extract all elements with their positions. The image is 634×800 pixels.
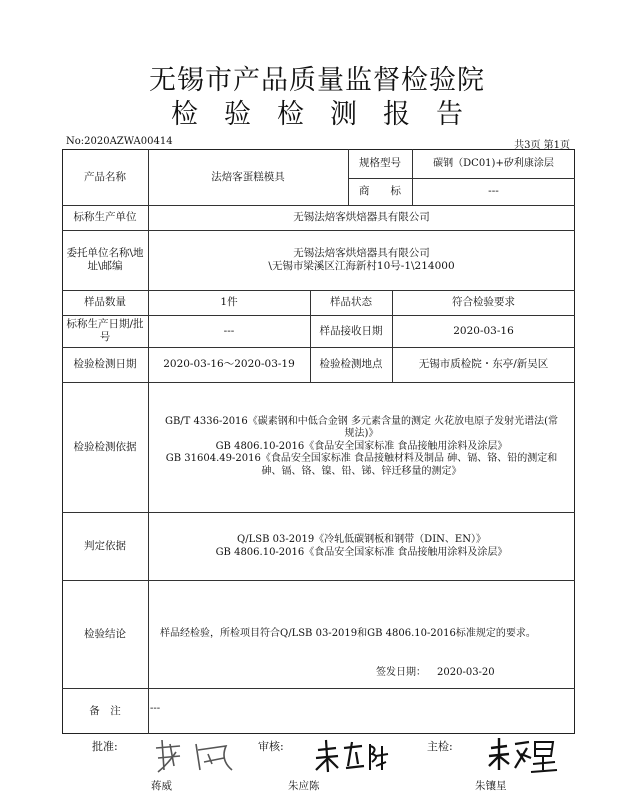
report-number: No:2020AZWA00414 bbox=[66, 136, 173, 147]
client-address: \无锡市梁溪区江海新村10号-1\214000 bbox=[268, 260, 455, 272]
approver-signature-icon bbox=[150, 736, 240, 776]
test-place-label: 检验检测地点 bbox=[319, 358, 383, 370]
judgement-label: 判定依据 bbox=[84, 539, 126, 552]
product-name-value: 法焙客蛋糕模具 bbox=[211, 170, 285, 183]
sample-state-value: 符合检验要求 bbox=[452, 296, 515, 308]
judgement-item: GB 4806.10-2016《食品安全国家标准 食品接触用涂料及涂层》 bbox=[215, 547, 508, 558]
issue-date-value: 2020-03-20 bbox=[437, 666, 495, 678]
reviewer-signature-icon bbox=[312, 736, 392, 776]
basis-list bbox=[148, 382, 575, 512]
receive-date-label: 样品接收日期 bbox=[319, 324, 383, 337]
reviewer-name: 朱应陈 bbox=[288, 780, 320, 792]
judgement-item: Q/LSB 03-2019《冷轧低碳钢板和钢带（DIN、EN）》 bbox=[237, 534, 486, 545]
client-label: 委托单位名称\地址\邮编 bbox=[66, 247, 144, 272]
spec-label: 规格型号 bbox=[359, 157, 401, 169]
main-inspector-name: 朱镶星 bbox=[475, 780, 507, 792]
remarks-label: 备 注 bbox=[89, 704, 121, 717]
trademark-value: --- bbox=[488, 185, 499, 197]
main-inspector-label: 主检: bbox=[427, 740, 453, 753]
basis-item: GB/T 4336-2016《碳素钢和中低合金钢 多元素含量的测定 火花放电原子发射光谱法(常规法)》 bbox=[164, 415, 559, 440]
test-date-value: 2020-03-16～2020-03-19 bbox=[163, 358, 295, 370]
report-institute-title: 无锡市产品质量监督检验院 bbox=[149, 65, 485, 96]
conclusion-text: 样品经检验，所检项目符合Q/LSB 03-2019和GB 4806.10-2016标准规定的要求。 bbox=[160, 627, 536, 639]
basis-item: GB 31604.49-2016《食品安全国家标准 食品接触材料及制品 砷、镉、铬、铅的测定和砷、镉、铬、镍、铅、锑、锌迁移量的测定》 bbox=[165, 453, 558, 477]
manufacturer-value: 无锡法焙客烘焙器具有限公司 bbox=[293, 211, 430, 223]
report-type-title: 检验检测报告 bbox=[171, 99, 489, 130]
sample-state-label: 样品状态 bbox=[330, 296, 372, 308]
conclusion-label: 检验结论 bbox=[84, 627, 126, 640]
approve-label: 批准: bbox=[92, 740, 118, 753]
manufacturer-label: 标称生产单位 bbox=[73, 211, 137, 223]
issue-date-label: 签发日期： bbox=[376, 666, 426, 678]
spec-value: 碳钢（DC01)+矽利康涂层 bbox=[433, 158, 554, 169]
judgement-list bbox=[148, 512, 575, 580]
approver-name: 蒋威 bbox=[151, 780, 172, 792]
basis-item: GB 4806.10-2016《食品安全国家标准 食品接触用涂料及涂层》 bbox=[215, 440, 508, 452]
remarks-value: --- bbox=[150, 702, 161, 714]
product-name-label: 产品名称 bbox=[84, 170, 126, 183]
prod-date-value: --- bbox=[223, 324, 235, 337]
test-place-value: 无锡市质检院・东亭/新吴区 bbox=[418, 358, 549, 370]
client-info bbox=[148, 230, 575, 290]
review-label: 审核: bbox=[258, 740, 284, 753]
receive-date-value: 2020-03-16 bbox=[453, 324, 514, 337]
prod-date-label: 标称生产日期/批号 bbox=[66, 318, 144, 343]
main-inspector-signature-icon bbox=[485, 734, 560, 776]
trademark-label: 商 标 bbox=[359, 185, 401, 197]
page-info: 共3页 第1页 bbox=[514, 140, 570, 151]
sample-qty-value: 1件 bbox=[220, 296, 238, 308]
basis-label: 检验检测依据 bbox=[73, 440, 137, 453]
test-date-label: 检验检测日期 bbox=[73, 358, 137, 370]
client-name: 无锡法焙客烘焙器具有限公司 bbox=[293, 247, 430, 259]
sample-qty-label: 样品数量 bbox=[84, 296, 126, 308]
